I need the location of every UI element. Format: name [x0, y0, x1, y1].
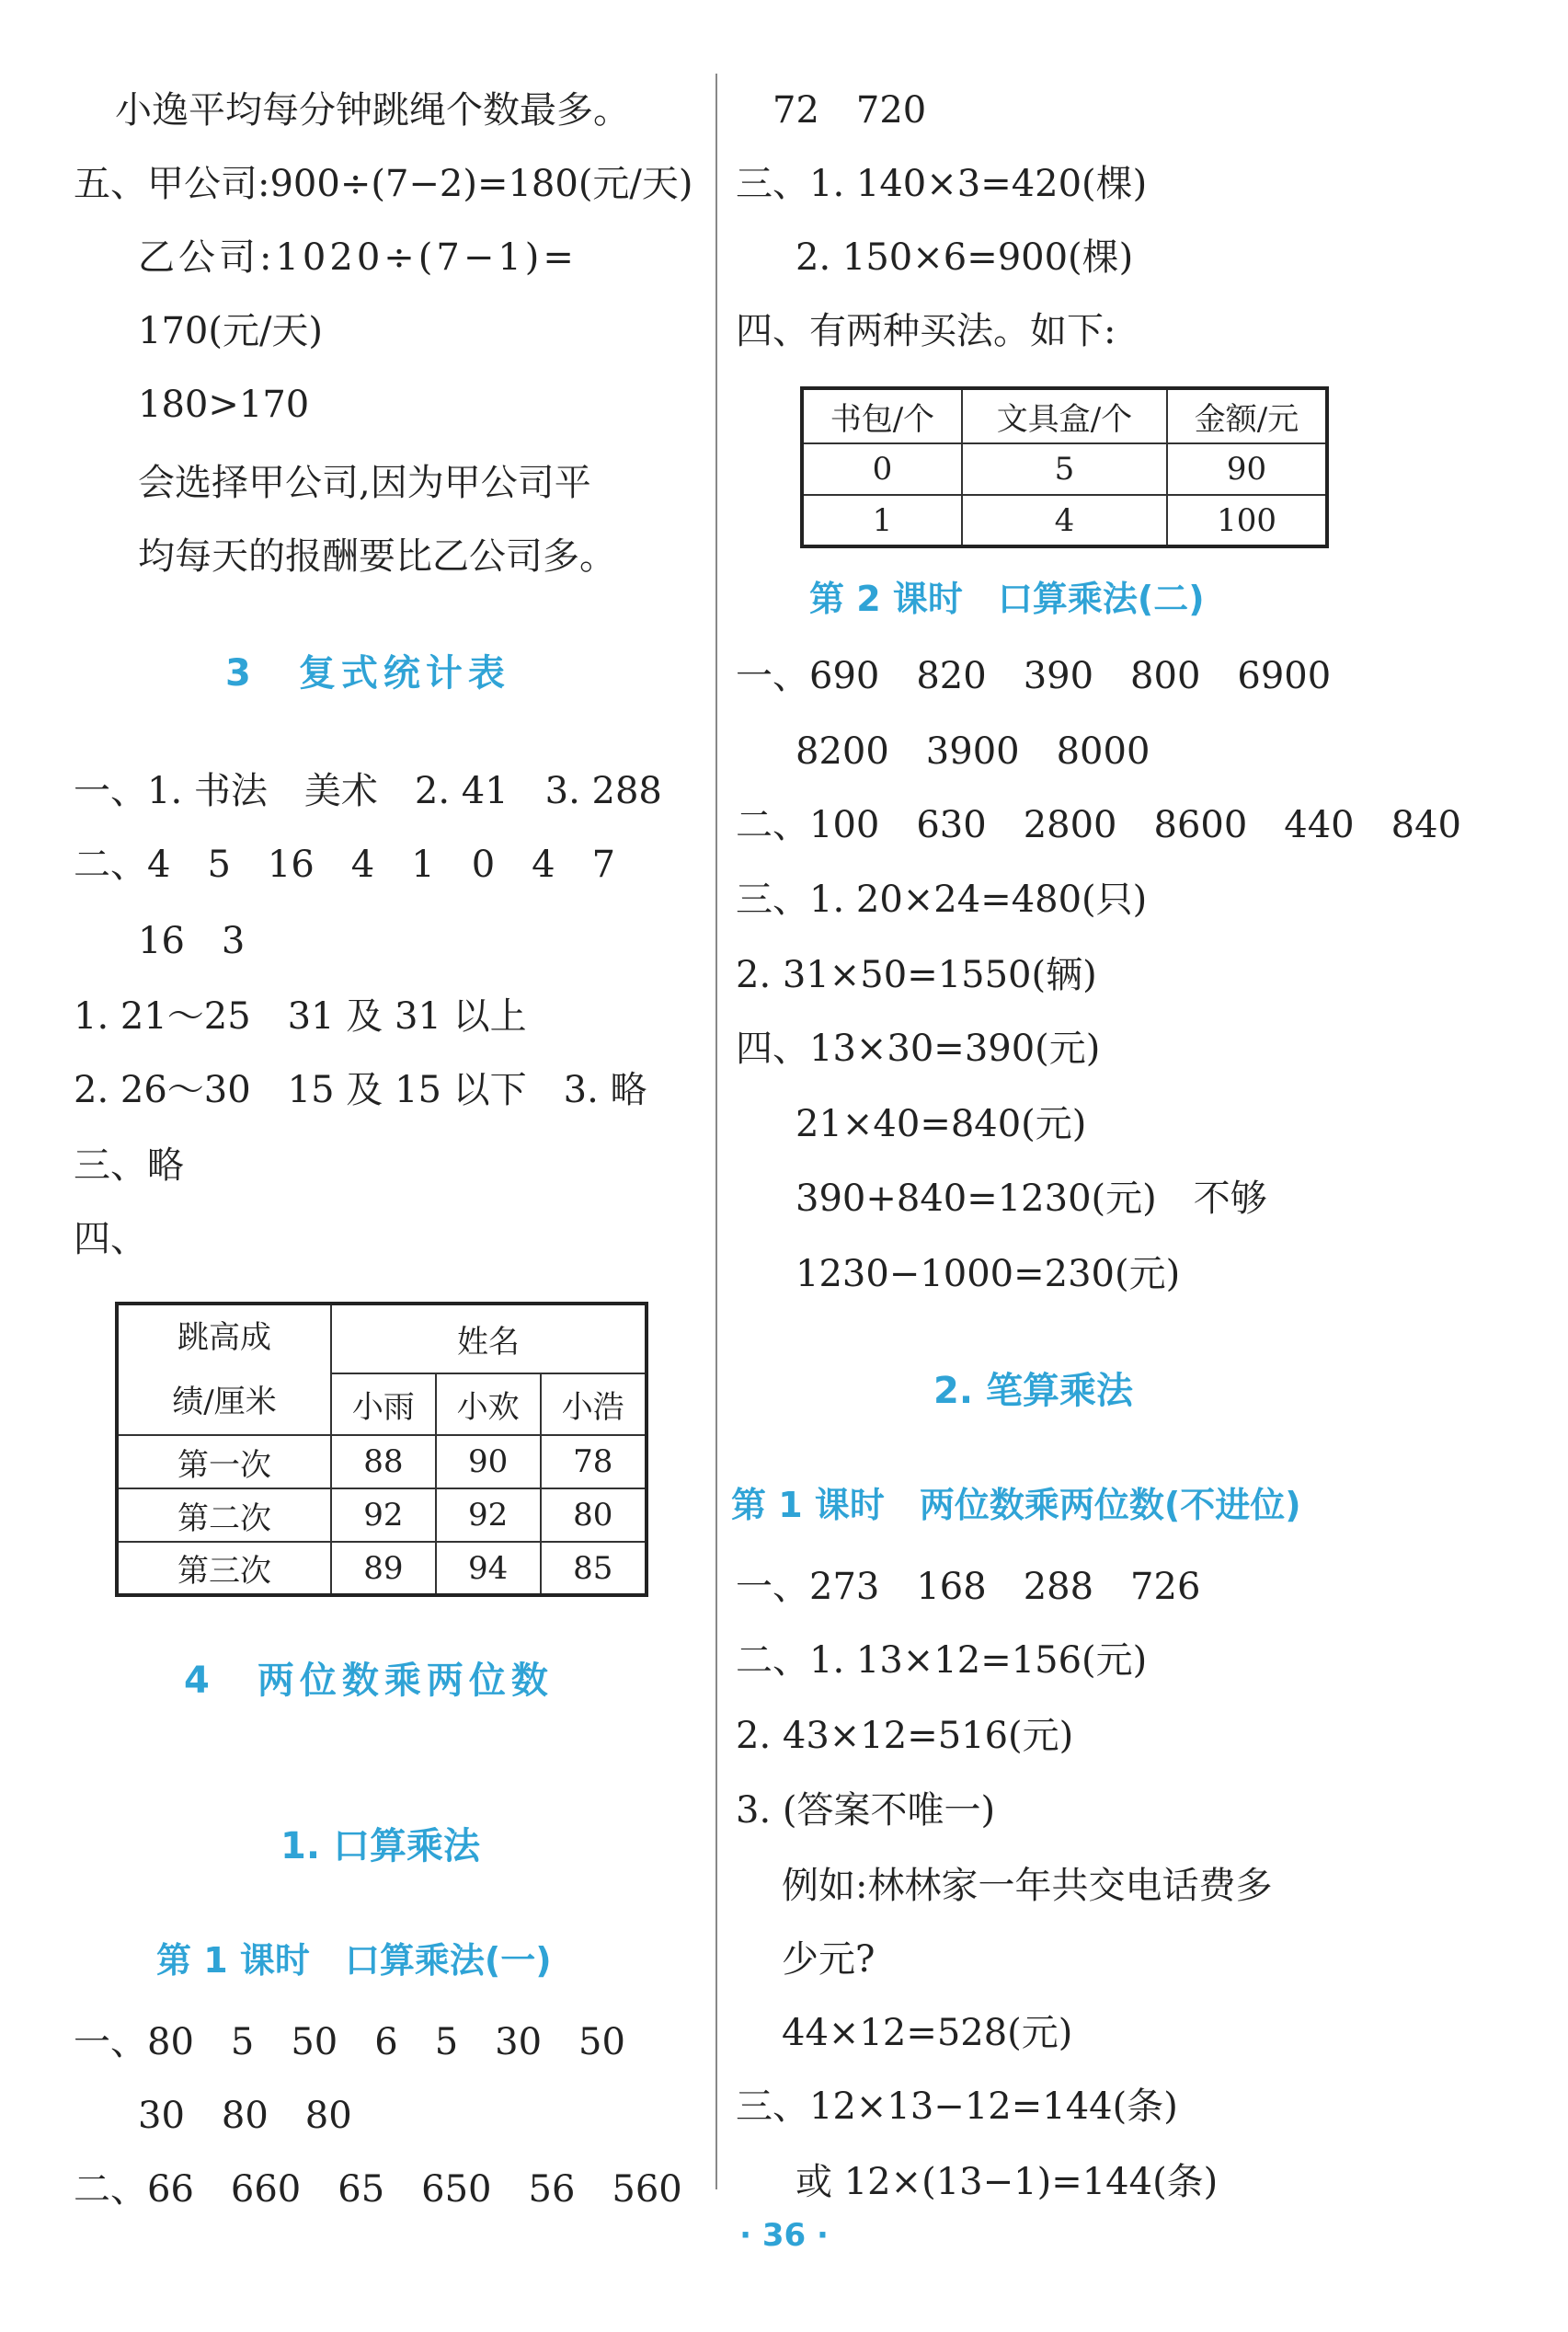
text-line: 2. 26～30 15 及 15 以下 3. 略	[74, 1069, 647, 1111]
text-line: 30 80 80	[138, 2095, 352, 2137]
table-row	[117, 1542, 647, 1595]
lesson-title: 第 1 课时 两位数乘两位数(不进位)	[731, 1485, 1301, 1525]
row-label: 第三次	[117, 1542, 331, 1595]
jump-score-table	[115, 1302, 648, 1597]
row-label: 第二次	[117, 1488, 331, 1542]
table-cell: 88	[331, 1435, 436, 1488]
text-line: 2. 43×12=516(元)	[736, 1715, 1074, 1757]
table-row	[802, 443, 1327, 495]
text-line: 或 12×(13−1)=144(条)	[795, 2161, 1219, 2203]
table-row	[802, 495, 1327, 546]
text-line: 21×40=840(元)	[795, 1103, 1087, 1145]
text-line: 二、66 660 65 650 56 560	[74, 2168, 682, 2211]
purchase-table	[800, 386, 1329, 548]
text-line: 三、1. 140×3=420(棵)	[736, 163, 1148, 205]
table-cell: 100	[1167, 495, 1327, 546]
text-line: 8200 3900 8000	[795, 730, 1150, 773]
table-cell: 80	[541, 1488, 647, 1542]
table-corner-cell	[117, 1304, 331, 1435]
text-line: 180>170	[138, 384, 310, 426]
text-line: 一、1. 书法 美术 2. 41 3. 288	[74, 770, 662, 812]
text-line: 四、有两种买法。如下:	[736, 310, 1116, 352]
text-line: 一、273 168 288 726	[736, 1566, 1201, 1608]
text-line: 均每天的报酬要比乙公司多。	[138, 535, 616, 578]
corner-label-top: 跳高成	[177, 1319, 271, 1356]
table-cell: 5	[962, 443, 1167, 495]
table-header: 书包/个	[802, 388, 962, 443]
table-row	[117, 1488, 647, 1542]
table-cell: 78	[541, 1435, 647, 1488]
table-header: 文具盒/个	[962, 388, 1167, 443]
table-cell: 1	[802, 495, 962, 546]
lesson-title: 第 1 课时 口算乘法(一)	[156, 1940, 552, 1981]
text-line: 72 720	[773, 89, 927, 132]
section-title: 4 两位数乘两位数	[184, 1660, 554, 1702]
table-row	[117, 1435, 647, 1488]
corner-label-bottom: 绩/厘米	[172, 1384, 277, 1420]
text-line: 170(元/天)	[138, 310, 324, 352]
table-header: 姓名	[331, 1304, 647, 1373]
lesson-title: 第 2 课时 口算乘法(二)	[809, 579, 1205, 619]
text-line: 四、	[74, 1218, 147, 1260]
text-line: 二、4 5 16 4 1 0 4 7	[74, 844, 616, 886]
text-line: 44×12=528(元)	[782, 2012, 1073, 2054]
text-line: 1230−1000=230(元)	[795, 1253, 1181, 1295]
text-line: 一、80 5 50 6 5 30 50	[74, 2021, 625, 2063]
text-line: 乙公司:1020÷(7−1)=	[138, 236, 578, 279]
text-line: 小逸平均每分钟跳绳个数最多。	[115, 89, 630, 132]
name-header: 小雨	[331, 1373, 436, 1435]
name-header: 小浩	[541, 1373, 647, 1435]
subsection-title: 1. 口算乘法	[280, 1825, 480, 1867]
section-title: 3 复式统计表	[225, 652, 510, 695]
text-line: 16 3	[138, 920, 246, 962]
page-number: · 36 ·	[739, 2217, 829, 2254]
text-line: 三、1. 20×24=480(只)	[736, 879, 1148, 921]
text-line: 二、100 630 2800 8600 440 840	[736, 804, 1461, 846]
text-line: 四、13×30=390(元)	[736, 1028, 1101, 1070]
table-cell: 90	[436, 1435, 541, 1488]
text-line: 少元?	[782, 1938, 876, 1981]
text-line: 例如:林林家一年共交电话费多	[782, 1865, 1273, 1907]
subsection-title: 2. 笔算乘法	[933, 1370, 1133, 1412]
table-cell: 92	[436, 1488, 541, 1542]
table-cell: 89	[331, 1542, 436, 1595]
table-cell: 92	[331, 1488, 436, 1542]
column-divider	[715, 74, 717, 2189]
text-line: 2. 150×6=900(棵)	[795, 236, 1134, 279]
text-line: 1. 21～25 31 及 31 以上	[74, 995, 527, 1038]
text-line: 2. 31×50=1550(辆)	[736, 954, 1097, 996]
table-header: 金额/元	[1167, 388, 1327, 443]
text-line: 390+840=1230(元) 不够	[795, 1177, 1267, 1220]
text-line: 一、690 820 390 800 6900	[736, 655, 1332, 697]
table-cell: 94	[436, 1542, 541, 1595]
text-line: 三、12×13−12=144(条)	[736, 2085, 1178, 2128]
text-line: 五、甲公司:900÷(7−2)=180(元/天)	[74, 163, 693, 205]
text-line: 会选择甲公司,因为甲公司平	[138, 462, 591, 504]
table-cell: 90	[1167, 443, 1327, 495]
table-cell: 4	[962, 495, 1167, 546]
name-header: 小欢	[436, 1373, 541, 1435]
table-cell: 85	[541, 1542, 647, 1595]
text-line: 三、略	[74, 1144, 184, 1187]
text-line: 二、1. 13×12=156(元)	[736, 1639, 1148, 1682]
table-cell: 0	[802, 443, 962, 495]
row-label: 第一次	[117, 1435, 331, 1488]
text-line: 3. (答案不唯一)	[736, 1789, 996, 1832]
